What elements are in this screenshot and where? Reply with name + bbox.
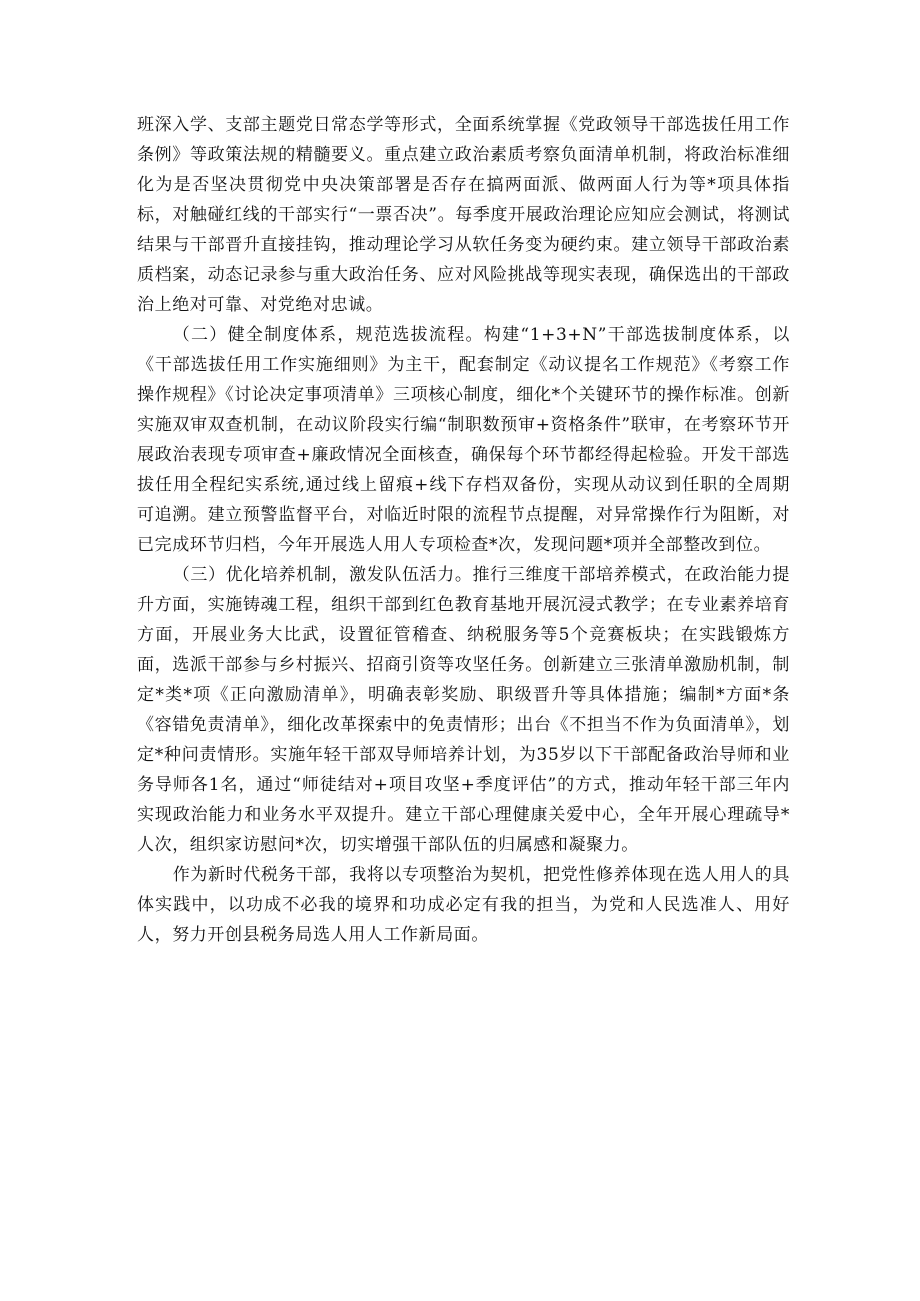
- paragraph-closing: [137, 860, 790, 950]
- section-heading: （三）优化培养机制，激发队伍活力。: [172, 565, 473, 585]
- paragraph-text: 构建“1+3+N”干部选拔制度体系，以《干部选拔任用工作实施细则》为主干，配套制定《动议提名工作规范》《考察工作操作规程》《讨论决定事项清单》三项核心制度，细化*个关键环节的操作标准。创新实施双审双查机制，在动议阶段实行编“制职数预审+资格条件”联审，在考察环节开展政治表现专项审查+廉政情况全面核查，确保每个环节都经得起检验。开发干部选拔任用全程纪实系统,通过线上留痕+线下存档双备份，实现从动议到任职的全周期可追溯。建立预警监督平台，对临近时限的流程节点提醒，对异常操作行为阻断，对已完成环节归档，今年开展选人用人专项检查*次，发现问题*项并全部整改到位。: [137, 325, 791, 555]
- paragraph-text: 作为新时代税务干部，我将以专项整治为契机，把党性修养体现在选人用人的具体实践中，以功成不必我的境界和功成必定有我的担当，为党和人民选准人、用好人，努力开创县税务局选人用人工作新局面。: [137, 865, 790, 945]
- paragraph-text: 班深入学、支部主题党日常态学等形式，全面系统掌握《党政领导干部选拔任用工作条例》等政策法规的精髓要义。重点建立政治素质考察负面清单机制，将政治标准细化为是否坚决贯彻党中央决策部署是否存在搞两面派、做两面人行为等*项具体指标，对触碰红线的干部实行“一票否决”。每季度开展政治理论应知应会测试，将测试结果与干部晋升直接挂钩，推动理论学习从软任务变为硬约束。建立领导干部政治素质档案，动态记录参与重大政治任务、应对风险挑战等现实表现，确保选出的干部政治上绝对可靠、对党绝对忠诚。: [137, 115, 790, 315]
- section-heading: （二）健全制度体系，规范选拔流程。: [172, 325, 484, 345]
- paragraph-continuation: [137, 110, 790, 320]
- paragraph-text: 推行三维度干部培养模式，在政治能力提升方面，实施铸魂工程，组织干部到红色教育基地开展沉浸式教学；在专业素养培育方面，开展业务大比武，设置征管稽查、纳税服务等5个竞赛板块；在实践锻炼方面，选派干部参与乡村振兴、招商引资等攻坚任务。创新建立三张清单激励机制，制定*类*项《正向激励清单》，明确表彰奖励、职级晋升等具体措施；编制*方面*条《容错免责清单》，细化改革探索中的免责情形；出台《不担当不作为负面清单》，划定*种问责情形。实施年轻干部双导师培养计划，为35岁以下干部配备政治导师和业务导师各1名，通过“师徒结对+项目攻坚+季度评估”的方式，推动年轻干部三年内实现政治能力和业务水平双提升。建立干部心理健康关爱中心，全年开展心理疏导*人次，组织家访慰问*次，切实增强干部队伍的归属感和凝聚力。: [137, 565, 790, 855]
- paragraph-section-3: [137, 560, 790, 860]
- paragraph-section-2: [137, 320, 790, 560]
- document-page: [137, 110, 790, 950]
